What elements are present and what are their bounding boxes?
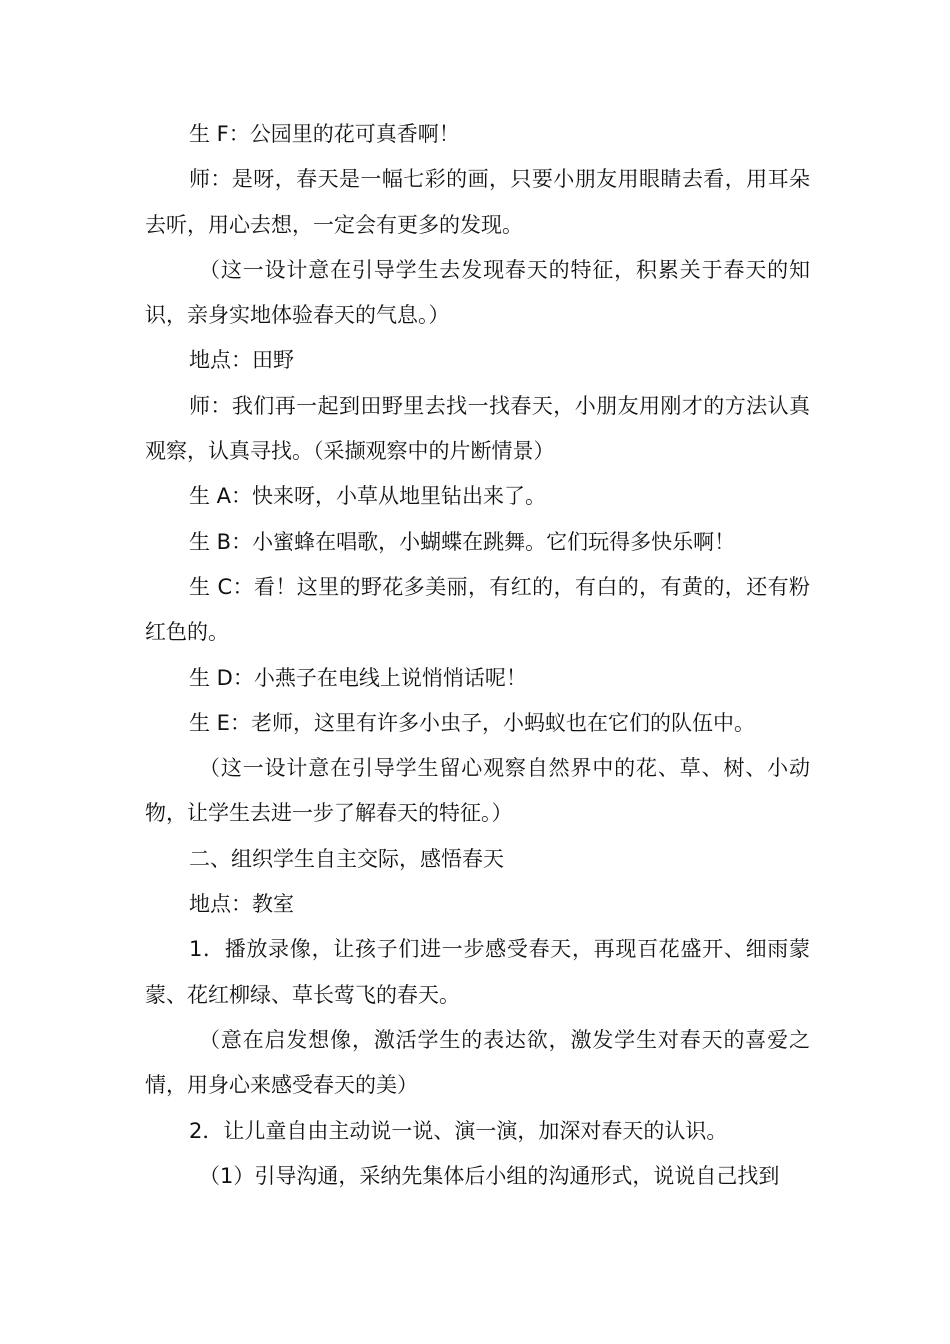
- paragraph-teacher-2: 师：我们再一起到田野里去找一找春天，小朋友用刚才的方法认真观察，认真寻找。（采撷观察中的片断情景）: [145, 393, 810, 464]
- paragraph-design-note-3: （意在启发想像，激活学生的表达欲，激发学生对春天的喜爱之情，用身心来感受春天的美）: [145, 1027, 810, 1098]
- paragraph-student-f: 生 F：公园里的花可真香啊！: [189, 122, 460, 146]
- paragraph-step-1: 1．播放录像，让孩子们进一步感受春天，再现百花盛开、细雨蒙蒙、花红柳绿、草长莺飞的春天。: [145, 937, 810, 1007]
- paragraph-student-e: 生 E：老师，这里有许多小虫子，小蚂蚁也在它们的队伍中。: [189, 710, 755, 735]
- paragraph-location-field: 地点：田野: [189, 348, 294, 373]
- paragraph-substep-1: （1）引导沟通，采纳先集体后小组的沟通形式，说说自己找到: [199, 1163, 780, 1188]
- document-body: [145, 112, 810, 1199]
- paragraph-design-note-2: （这一设计意在引导学生留心观察自然界中的花、草、树、小动物，让学生去进一步了解春天的特征。）: [145, 756, 810, 826]
- paragraph-student-d: 生 D：小燕子在电线上说悄悄话呢！: [189, 665, 527, 690]
- paragraph-design-note-1: （这一设计意在引导学生去发现春天的特征，积累关于春天的知识，亲身实地体验春天的气息。）: [145, 257, 810, 328]
- paragraph-student-a: 生 A：快来呀，小草从地里钻出来了。: [189, 484, 547, 509]
- paragraph-student-c: 生 C：看！这里的野花多美丽，有红的，有白的，有黄的，还有粉红色的。: [145, 574, 810, 645]
- section-heading-2: 二、组织学生自主交际，感悟春天: [189, 846, 504, 871]
- paragraph-teacher-1: 师：是呀，春天是一幅七彩的画，只要小朋友用眼睛去看，用耳朵去听，用心去想，一定会有更多的发现。: [145, 167, 810, 237]
- paragraph-student-b: 生 B：小蜜蜂在唱歌，小蝴蝶在跳舞。它们玩得多快乐啊！: [189, 529, 736, 554]
- paragraph-location-classroom: 地点：教室: [189, 892, 294, 917]
- paragraph-step-2: 2．让儿童自由主动说一说、演一演，加深对春天的认识。: [189, 1118, 728, 1143]
